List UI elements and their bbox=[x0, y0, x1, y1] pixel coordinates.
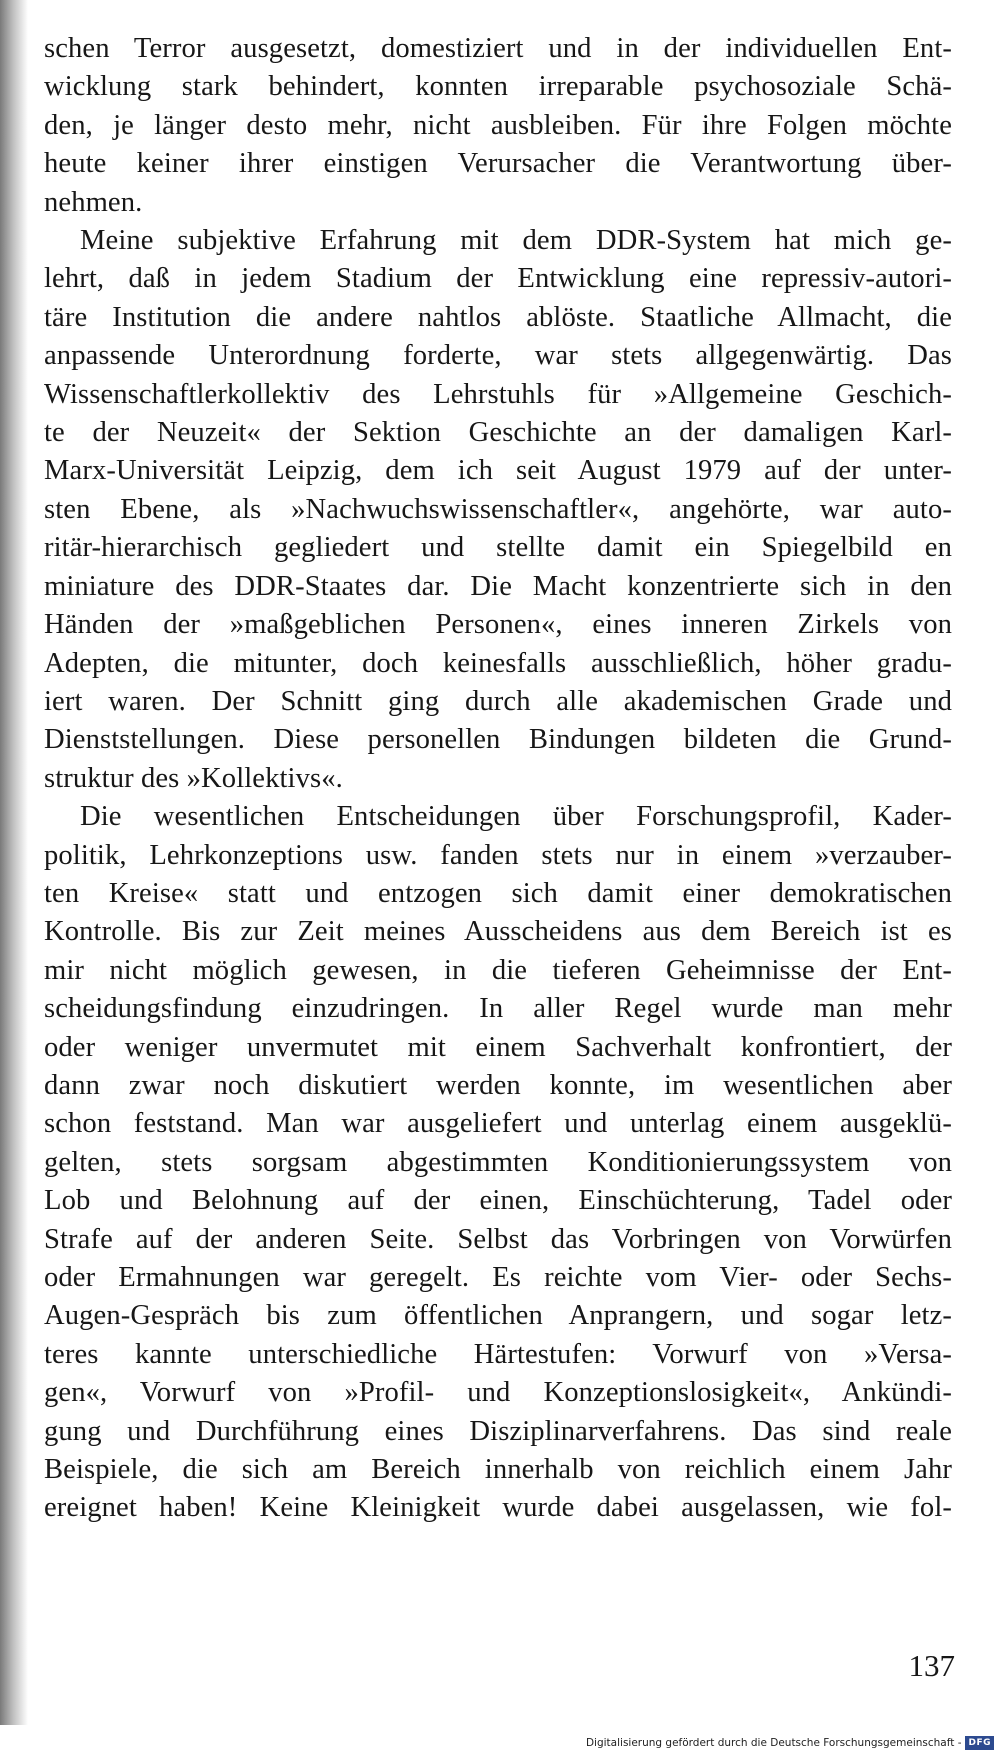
text-line: te der Neuzeit« der Sektion Geschichte an der damaligen Karl- bbox=[44, 417, 952, 449]
text-line: täre Institution die andere nahtlos ablöste. Staatliche Allmacht, die bbox=[44, 301, 952, 333]
text-line: Beispiele, die sich am Bereich innerhalb von reichlich einem Jahr bbox=[44, 1454, 952, 1486]
text-line: iert waren. Der Schnitt ging durch alle akademischen Grade und bbox=[44, 685, 952, 717]
text-line: den, je länger desto mehr, nicht ausbleiben. Für ihre Folgen möchte bbox=[44, 109, 952, 141]
text-line: scheidungsfindung einzudringen. In aller Regel wurde man mehr bbox=[44, 993, 952, 1025]
digitization-footer bbox=[586, 1734, 994, 1752]
text-line: politik, Lehrkonzeptions usw. fanden stets nur in einem »verzauber- bbox=[44, 839, 952, 871]
text-line: Marx-Universität Leipzig, dem ich seit August 1979 auf der unter- bbox=[44, 455, 952, 487]
text-line: wicklung stark behindert, konnten irreparable psychosoziale Schä- bbox=[44, 71, 952, 103]
text-line: Die wesentlichen Entscheidungen über Forschungsprofil, Kader- bbox=[80, 801, 952, 833]
text-line: Adepten, die mitunter, doch keinesfalls ausschließlich, höher gradu- bbox=[44, 647, 952, 679]
text-line: oder weniger unvermutet mit einem Sachverhalt konfrontiert, der bbox=[44, 1031, 952, 1063]
text-line: gelten, stets sorgsam abgestimmten Konditionierungssystem von bbox=[44, 1146, 952, 1178]
text-line: Lob und Belohnung auf der einen, Einschüchterung, Tadel oder bbox=[44, 1185, 952, 1217]
body-text bbox=[44, 30, 952, 1528]
text-line: struktur des »Kollektivs«. bbox=[44, 762, 343, 794]
text-line: Meine subjektive Erfahrung mit dem DDR-System hat mich ge- bbox=[80, 225, 952, 257]
text-line: Kontrolle. Bis zur Zeit meines Ausscheidens aus dem Bereich ist es bbox=[44, 916, 952, 948]
scan-shadow-edge bbox=[0, 0, 28, 1725]
text-line: gung und Durchführung eines Disziplinarverfahrens. Das sind reale bbox=[44, 1415, 952, 1447]
text-line: Wissenschaftlerkollektiv des Lehrstuhls für »Allgemeine Geschich- bbox=[44, 378, 952, 410]
text-line: Händen der »maßgeblichen Personen«, eines inneren Zirkels von bbox=[44, 609, 952, 641]
text-line: lehrt, daß in jedem Stadium der Entwicklung eine repressiv-autori- bbox=[44, 263, 952, 295]
text-line: nehmen. bbox=[44, 186, 143, 218]
text-line: dann zwar noch diskutiert werden konnte, im wesentlichen aber bbox=[44, 1069, 952, 1101]
text-line: Dienststellungen. Diese personellen Bindungen bildeten die Grund- bbox=[44, 724, 952, 756]
text-line: heute keiner ihrer einstigen Verursacher die Verantwortung über- bbox=[44, 148, 952, 180]
dfg-logo-icon: DFG bbox=[965, 1736, 994, 1750]
page-number: 137 bbox=[908, 1648, 955, 1683]
text-line: schon feststand. Man war ausgeliefert und unterlag einem ausgeklü- bbox=[44, 1108, 952, 1140]
text-line: schen Terror ausgesetzt, domestiziert und in der individuellen Ent- bbox=[44, 33, 952, 64]
text-line: miniature des DDR-Staates dar. Die Macht konzentrierte sich in den bbox=[44, 570, 952, 602]
text-line: Strafe auf der anderen Seite. Selbst das Vorbringen von Vorwürfen bbox=[44, 1223, 952, 1255]
text-line: teres kannte unterschiedliche Härtestufen: Vorwurf von »Versa- bbox=[44, 1338, 952, 1370]
text-line: oder Ermahnungen war geregelt. Es reichte vom Vier- oder Sechs- bbox=[44, 1262, 952, 1293]
text-line: gen«, Vorwurf von »Profil- und Konzeptionslosigkeit«, Ankündi- bbox=[44, 1377, 952, 1409]
text-line: mir nicht möglich gewesen, in die tieferen Geheimnisse der Ent- bbox=[44, 954, 952, 986]
text-line: sten Ebene, als »Nachwuchswissenschaftler«, angehörte, war auto- bbox=[44, 493, 952, 525]
footer-credit-text: Digitalisierung gefördert durch die Deutsche Forschungsgemeinschaft - bbox=[585, 1737, 962, 1749]
text-line: anpassende Unterordnung forderte, war stets allgegenwärtig. Das bbox=[44, 340, 952, 372]
text-line: ten Kreise« statt und entzogen sich damit einer demokratischen bbox=[44, 877, 952, 909]
text-line: ereignet haben! Keine Kleinigkeit wurde dabei ausgelassen, wie fol- bbox=[44, 1492, 952, 1524]
text-line: ritär-hierarchisch gegliedert und stellte damit ein Spiegelbild en bbox=[44, 532, 952, 564]
text-line: Augen-Gespräch bis zum öffentlichen Anprangern, und sogar letz- bbox=[44, 1300, 952, 1332]
